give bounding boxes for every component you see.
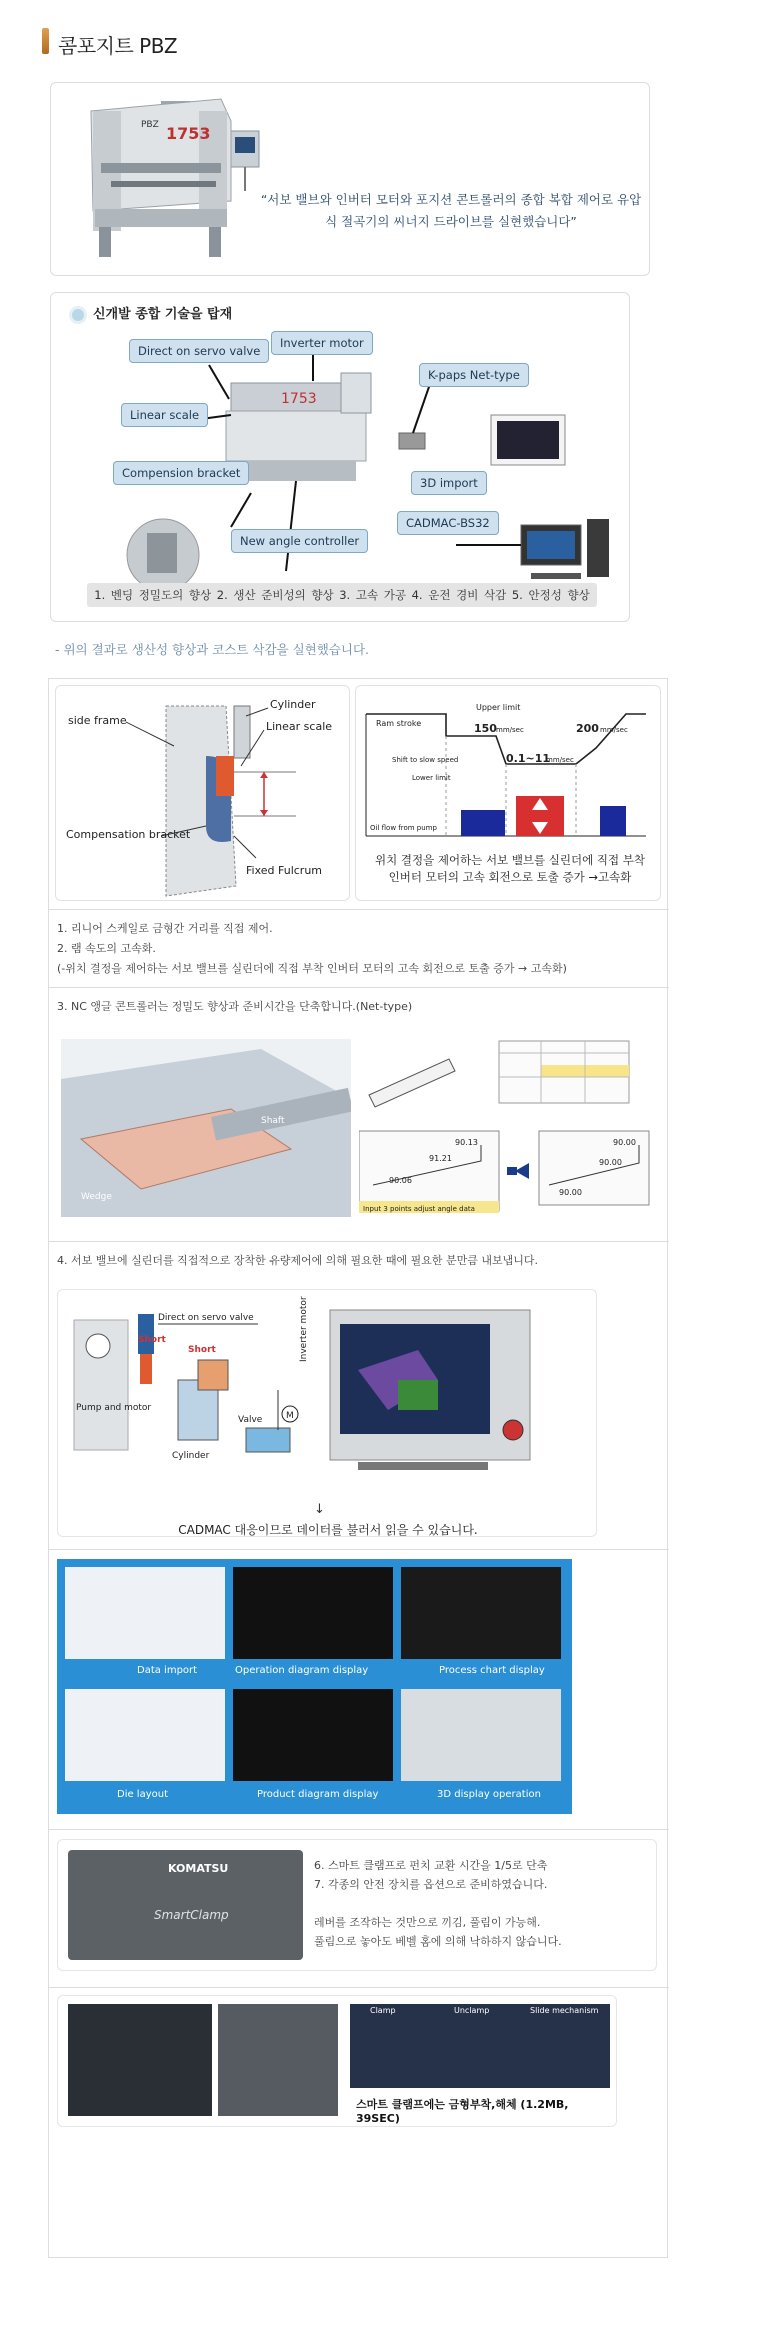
screen-thumb: [65, 1689, 225, 1781]
machine-number: 1753: [166, 124, 211, 143]
label-cylinder: Cylinder: [270, 698, 316, 711]
screen-label: 3D display operation: [437, 1789, 541, 1800]
clamp-image: [68, 1850, 303, 1960]
video-box: [57, 1995, 617, 2127]
chart-slow-unit: mm/sec: [546, 756, 574, 764]
label-servo-valve: Direct on servo valve: [129, 339, 269, 363]
chart-speed-1: 150: [474, 722, 497, 735]
screen-thumb: [233, 1567, 393, 1659]
angle-b: 90.13: [455, 1138, 478, 1147]
label-kpaps: K-paps Net-type: [419, 363, 529, 387]
hyd-short-1: Short: [138, 1335, 166, 1345]
screen-thumb: [401, 1689, 561, 1781]
input-caption: Input 3 points adjust angle data: [363, 1205, 475, 1213]
clamp-line: [314, 1894, 644, 1913]
label-linear-scale-2: Linear scale: [266, 720, 333, 733]
cadmac-caption: CADMAC 대응이므로 데이터를 불러서 읽을 수 있습니다.: [178, 1523, 478, 1537]
divider: [49, 1241, 669, 1242]
tech-heading-text: 신개발 종합 기술을 탑재: [93, 307, 233, 322]
chart-upper-limit: Upper limit: [476, 703, 521, 712]
angle-c: 91.21: [429, 1154, 452, 1163]
screen-thumb: [65, 1567, 225, 1659]
wedge-shaft-image: [61, 1039, 351, 1217]
tech-machine-number: 1753: [281, 391, 317, 407]
hero-box: [50, 82, 650, 276]
main-panel: [48, 678, 668, 2258]
label-cadmac: CADMAC-BS32: [397, 511, 499, 535]
speed-chart-caption: 위치 결정을 제어하는 서보 밸브를 실린더에 직접 부착 인버터 모터의 고속 회전으로 토출 증가 →고속화: [375, 853, 645, 884]
hydraulic-box: [57, 1289, 597, 1537]
label-fixed-fulcrum: Fixed Fulcrum: [246, 864, 323, 877]
angle-e: 90.00: [613, 1138, 636, 1147]
clamp-label: SmartClamp: [154, 1908, 229, 1922]
screen-label: Product diagram display: [257, 1789, 379, 1800]
chart-lower-limit: Lower limit: [412, 774, 451, 782]
clamp-box: [57, 1839, 657, 1971]
hyd-pump: Pump and motor: [76, 1403, 152, 1413]
label-angle-controller: New angle controller: [231, 529, 368, 553]
label-compensation-bracket: Compension bracket: [113, 461, 249, 485]
video-strip: [350, 2004, 610, 2088]
clamp-line: 6. 스마트 클램프로 펀치 교환 시간을 1/5로 단축: [314, 1859, 548, 1872]
video-thumb: [218, 2004, 338, 2116]
machine-brand: PBZ: [141, 120, 159, 130]
clamp-line: 7. 각종의 안전 장치를 옵션으로 준비하였습니다.: [314, 1878, 548, 1891]
chart-speed-2-unit: mm/sec: [600, 726, 628, 734]
note-line: (-위치 결정을 제어하는 서보 밸브를 실린더에 직접 부착 인버터 모터의 고속 회전으로 토출 증가 → 고속화): [57, 962, 567, 975]
title-marker: [42, 28, 49, 54]
label-wedge: Wedge: [81, 1192, 112, 1202]
screens-grid: [57, 1559, 572, 1814]
clamp-line: 레버를 조작하는 것만으로 끼김, 풀림이 가능해.: [314, 1916, 541, 1929]
divider: [49, 909, 669, 910]
features-bar: 1. 벤딩 정밀도의 향상 2. 생산 준비성의 향상 3. 고속 가공 4. 운전 경비 삭감 5. 안정성 향상: [87, 583, 597, 607]
notes-block-1: [57, 919, 657, 979]
chart-shift: Shift to slow speed: [392, 756, 459, 764]
hyd-inverter: Inverter motor: [299, 1296, 309, 1362]
angle-f: 90.00: [599, 1158, 622, 1167]
video-caption[interactable]: 스마트 클램프에는 금형부착,해체 (1.2MB, 39SEC): [356, 2098, 569, 2125]
down-arrow: ↓: [314, 1502, 325, 1517]
note-3: 3. NC 앵글 콘트롤러는 정밀도 향상과 준비시간을 단축합니다.(Net-type): [57, 1000, 413, 1013]
angle-d: 90.00: [559, 1188, 582, 1197]
speed-chart-box: [355, 685, 661, 901]
hyd-motor-symbol: M: [286, 1411, 294, 1421]
clamp-line: 풀림으로 놓아도 베벨 홈에 의해 낙하하지 않습니다.: [314, 1935, 562, 1948]
clamp-brand: KOMATSU: [168, 1862, 229, 1875]
screen-thumb: [233, 1689, 393, 1781]
label-3d-import: 3D import: [411, 471, 487, 495]
hero-quote: “서보 밸브와 인버터 모터와 포지션 콘트롤러의 종합 복합 제어로 유압식 절곡기의 씨너지 드라이브를 실현했습니다”: [260, 192, 642, 229]
hyd-valve: Valve: [238, 1415, 263, 1425]
label-linear-scale: Linear scale: [121, 403, 208, 427]
screen-label: Operation diagram display: [235, 1665, 369, 1676]
screen-thumb: [401, 1567, 561, 1659]
chart-slow-speed: 0.1~11: [506, 752, 551, 765]
video-label: Unclamp: [454, 2006, 490, 2015]
screen-label: Data import: [137, 1665, 198, 1676]
hyd-servo: Direct on servo valve: [158, 1313, 254, 1323]
tech-box: [50, 292, 630, 622]
angle-data-diagram: [359, 1035, 659, 1221]
summary-note: - 위의 결과로 생산성 향상과 코스트 삭감을 실현했습니다.: [55, 642, 370, 657]
label-shaft: Shaft: [261, 1116, 285, 1126]
chart-oil-flow: Oil flow from pump: [370, 824, 437, 832]
screen-label: Die layout: [117, 1789, 169, 1800]
label-side-frame: side frame: [68, 714, 127, 727]
video-thumb: [68, 2004, 212, 2116]
note-line: 1. 리니어 스케일로 금형간 거리를 직접 제어.: [57, 922, 273, 935]
divider: [49, 987, 669, 988]
frame-diagram-box: [55, 685, 350, 901]
video-label: Slide mechanism: [530, 2006, 599, 2015]
frame-diagram: [56, 686, 351, 902]
label-compensation: Compensation bracket: [66, 828, 191, 841]
angle-a: 90.06: [389, 1176, 412, 1185]
divider: [49, 1549, 669, 1550]
chart-ram-stroke: Ram stroke: [376, 719, 422, 728]
clamp-notes: [314, 1856, 644, 1951]
hyd-cylinder: Cylinder: [172, 1451, 210, 1461]
chart-speed-1-unit: mm/sec: [496, 726, 524, 734]
screen-label: Process chart display: [439, 1665, 545, 1676]
divider: [49, 1829, 669, 1830]
hyd-short-2: Short: [188, 1345, 216, 1355]
note-4: 4. 서보 밸브에 실린더를 직접적으로 장착한 유량제어에 의해 필요한 때에 필요한 분만큼 내보냅니다.: [57, 1254, 538, 1267]
press-brake-image: [81, 91, 281, 269]
note-line: 2. 램 속도의 고속화.: [57, 942, 156, 955]
label-inverter-motor: Inverter motor: [271, 331, 373, 355]
divider: [49, 1987, 669, 1988]
page-title: 콤포지트 PBZ: [58, 34, 178, 58]
chart-speed-2: 200: [576, 722, 599, 735]
video-label: Clamp: [370, 2006, 396, 2015]
hydraulic-diagram: [58, 1290, 598, 1500]
